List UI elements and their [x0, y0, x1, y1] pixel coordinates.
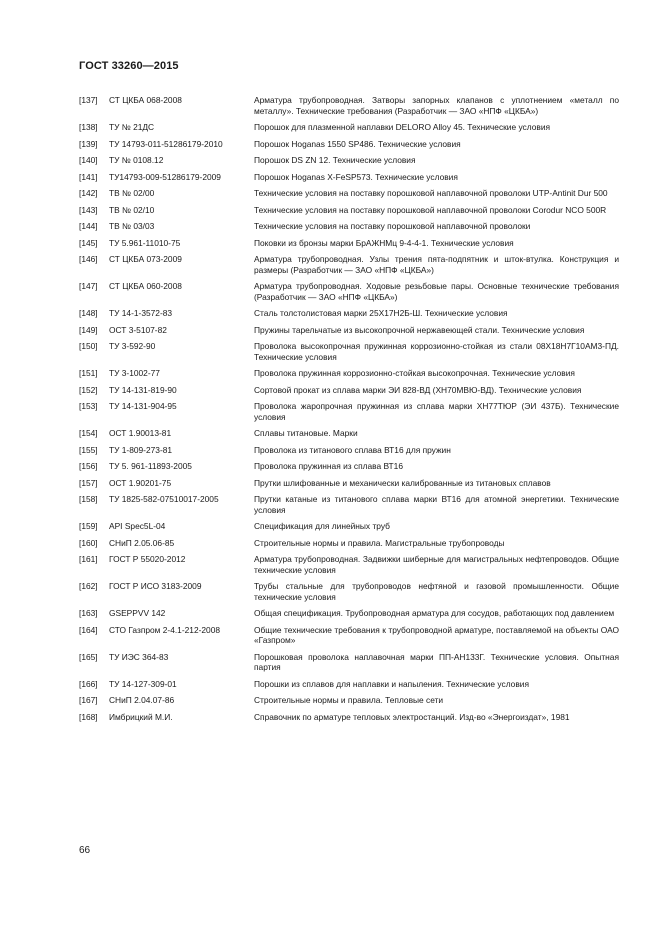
reference-number: [162] — [79, 581, 98, 591]
reference-entry — [79, 281, 619, 302]
reference-code: API Spec5L-04 — [109, 521, 166, 531]
reference-number: [149] — [79, 324, 98, 335]
reference-title: Порошковая проволока наплавочная марки ПП-АН133Г. Технические условия. Опытная партия — [254, 651, 619, 672]
reference-code: ТУ 1825-582-07510017-2005 — [109, 494, 219, 504]
reference-number: [166] — [79, 678, 98, 689]
reference-title: Арматура трубопроводная. Затворы запорных клапанов с уплотнением «металл по металлу». Технические требования (Разработчик — ЗАО «НПФ «ЦКБА») — [254, 95, 619, 116]
reference-entry — [79, 122, 619, 133]
reference-number: [148] — [79, 308, 98, 318]
reference-number: [143] — [79, 204, 98, 215]
reference-entry — [79, 188, 619, 199]
reference-entry — [79, 652, 619, 673]
reference-number: [151] — [79, 368, 98, 378]
reference-code: СТ ЦКБА 073-2009 — [109, 254, 182, 264]
reference-code: ТУ 14-131-904-95 — [109, 401, 177, 411]
reference-title: Проволока высокопрочная пружинная коррозионно-стойкая из стали 08Х18Н7Г10АМ3-ПД. Технические условия — [254, 341, 619, 362]
reference-number: [153] — [79, 401, 98, 411]
reference-code: СНиП 2.04.07-86 — [109, 695, 175, 705]
reference-number: [147] — [79, 281, 98, 291]
reference-entry — [79, 95, 619, 116]
reference-number: [154] — [79, 428, 98, 438]
reference-entry — [79, 172, 619, 183]
reference-title: Порошок DS ZN 12. Технические условия — [254, 155, 416, 165]
reference-code: СТ ЦКБА 068-2008 — [109, 95, 182, 105]
reference-title: Проволока пружинная из сплава ВТ16 — [254, 461, 403, 471]
reference-code: СНиП 2.05.06-85 — [109, 537, 175, 548]
reference-code: GSEPPVV 142 — [109, 608, 166, 618]
reference-entry — [79, 238, 619, 249]
reference-number: [168] — [79, 711, 98, 722]
reference-title: Сталь толстолистовая марки 25Х17Н2Б-Ш. Технические условия — [254, 308, 508, 318]
reference-code: Имбрицкий М.И. — [109, 711, 173, 722]
reference-entry — [79, 205, 619, 216]
reference-code: ТУ 5.961-11010-75 — [109, 237, 181, 248]
reference-number: [160] — [79, 537, 98, 548]
reference-number: [152] — [79, 384, 98, 395]
reference-code: ТУ № 21ДС — [109, 122, 155, 132]
reference-code: ТУ 14-131-819-90 — [109, 384, 177, 395]
reference-title: Спецификация для линейных труб — [254, 521, 390, 531]
reference-title: Проволока жаропрочная пружинная из сплава марки ХН77ТЮР (ЭИ 437Б). Технические условия — [254, 401, 619, 422]
reference-entry — [79, 445, 619, 456]
reference-title: Прутки шлифованные и механически калиброванные из титановых сплавов — [254, 477, 551, 488]
reference-entry — [79, 341, 619, 362]
reference-title: Строительные нормы и правила. Магистральные трубопроводы — [254, 537, 505, 548]
reference-entry — [79, 325, 619, 336]
reference-entry — [79, 625, 619, 646]
reference-entry — [79, 608, 619, 619]
reference-entry — [79, 428, 619, 439]
reference-code: ТВ № 02/10 — [109, 204, 155, 215]
reference-title: Порошок для плазменной наплавки DELORO Alloy 45. Технические условия — [254, 122, 551, 132]
reference-title: Справочник по арматуре тепловых электростанций. Изд-во «Энергоиздат», 1981 — [254, 711, 570, 722]
reference-number: [167] — [79, 695, 98, 705]
reference-code: ТУ № 0108.12 — [109, 155, 164, 165]
reference-code: ТУ ИЭС 364-83 — [109, 651, 169, 662]
reference-entry — [79, 461, 619, 472]
reference-title: Технические условия на поставку порошковой наплавочной проволоки Corodur NCO 500R — [254, 204, 607, 215]
reference-number: [156] — [79, 461, 98, 471]
reference-code: ТВ № 02/00 — [109, 188, 155, 198]
reference-number: [155] — [79, 444, 98, 455]
reference-code: ОСТ 1.90013-81 — [109, 428, 172, 438]
reference-code: ОСТ 1.90201-75 — [109, 477, 172, 488]
reference-entry — [79, 308, 619, 319]
reference-title: Проволока из титанового сплава ВТ16 для пружин — [254, 444, 451, 455]
reference-entry — [79, 695, 619, 706]
reference-entry — [79, 679, 619, 690]
reference-number: [164] — [79, 624, 98, 635]
reference-code: ТУ 14-127-309-01 — [109, 678, 177, 689]
reference-code: СТО Газпром 2-4.1-212-2008 — [109, 624, 221, 635]
reference-title: Проволока пружинная коррозионно-стойкая высокопрочная. Технические условия — [254, 368, 575, 378]
reference-entry — [79, 478, 619, 489]
page-number: 66 — [79, 845, 91, 856]
reference-title: Пружины тарельчатые из высокопрочной нержавеющей стали. Технические условия — [254, 324, 585, 335]
reference-entry — [79, 139, 619, 150]
reference-code: ГОСТ Р ИСО 3183-2009 — [109, 581, 202, 591]
reference-title: Технические условия на поставку порошковой наплавочной проволоки UTP-Antinit Dur 500 — [254, 188, 608, 198]
reference-number: [139] — [79, 138, 98, 149]
reference-title: Сплавы титановые. Марки — [254, 428, 358, 438]
reference-title: Прутки катаные из титанового сплава марки ВТ16 для атомной энергетики. Технические условия — [254, 494, 619, 515]
reference-number: [142] — [79, 188, 98, 198]
reference-entry — [79, 368, 619, 379]
reference-code: ТУ 5. 961-11893-2005 — [109, 461, 192, 471]
reference-title: Трубы стальные для трубопроводов нефтяной и газовой промышленности. Общие технические условия — [254, 581, 619, 602]
document-header: ГОСТ 33260—2015 — [79, 60, 179, 72]
reference-title: Арматура трубопроводная. Ходовые резьбовые пары. Основные технические требования (Разработчик — ЗАО «НПФ «ЦКБА») — [254, 281, 619, 302]
reference-number: [165] — [79, 651, 98, 662]
reference-entry — [79, 581, 619, 602]
reference-number: [161] — [79, 554, 98, 564]
reference-entry — [79, 494, 619, 515]
reference-number: [144] — [79, 221, 98, 231]
reference-title: Технические условия на поставку порошковой наплавочной проволоки — [254, 221, 531, 231]
reference-title: Порошки из сплавов для наплавки и напыления. Технические условия — [254, 678, 530, 689]
reference-code: ТВ № 03/03 — [109, 221, 155, 231]
reference-entry — [79, 712, 619, 723]
reference-list — [79, 95, 619, 722]
reference-title: Арматура трубопроводная. Задвижки шиберные для магистральных нефтепроводов. Общие технические условия — [254, 554, 619, 575]
reference-title: Поковки из бронзы марки БрАЖНМц 9-4-4-1. Технические условия — [254, 237, 514, 248]
reference-number: [163] — [79, 608, 98, 618]
reference-entry — [79, 221, 619, 232]
reference-title: Общая спецификация. Трубопроводная арматура для сосудов, работающих под давлением — [254, 608, 615, 618]
reference-number: [159] — [79, 521, 98, 531]
reference-code: ГОСТ Р 55020-2012 — [109, 554, 186, 564]
reference-code: ОСТ 3-5107-82 — [109, 324, 167, 335]
reference-entry — [79, 401, 619, 422]
reference-title: Строительные нормы и правила. Тепловые сети — [254, 695, 444, 705]
reference-code: ТУ 14793-011-51286179-2010 — [109, 138, 223, 149]
reference-entry — [79, 554, 619, 575]
reference-entry — [79, 254, 619, 275]
reference-number: [137] — [79, 95, 98, 105]
reference-title: Общие технические требования к трубопроводной арматуре, поставляемой на объекты ОАО «Газпром» — [254, 624, 619, 645]
reference-number: [146] — [79, 254, 98, 264]
reference-title: Сортовой прокат из сплава марки ЭИ 828-ВД (ХН70МВЮ-ВД). Технические условия — [254, 384, 582, 395]
reference-number: [158] — [79, 494, 98, 504]
reference-title: Порошок Hoganas X-FeSP573. Технические условия — [254, 171, 458, 182]
reference-number: [141] — [79, 171, 98, 182]
reference-entry — [79, 521, 619, 532]
reference-number: [150] — [79, 341, 98, 351]
reference-title: Арматура трубопроводная. Узлы трения пята-подпятник и шток-втулка. Конструкция и размеры (Разработчик — ЗАО «НПФ «ЦКБА») — [254, 254, 619, 275]
reference-entry — [79, 538, 619, 549]
reference-entry — [79, 155, 619, 166]
reference-code: ТУ 1-809-273-81 — [109, 444, 173, 455]
reference-number: [138] — [79, 122, 98, 132]
reference-code: СТ ЦКБА 060-2008 — [109, 281, 182, 291]
reference-code: ТУ14793-009-51286179-2009 — [109, 171, 221, 182]
reference-code: ТУ 3-592-90 — [109, 341, 156, 351]
reference-number: [157] — [79, 477, 98, 488]
reference-number: [145] — [79, 237, 98, 248]
reference-title: Порошок Hoganas 1550 SP486. Технические условия — [254, 138, 461, 149]
reference-code: ТУ 14-1-3572-83 — [109, 308, 173, 318]
reference-entry — [79, 385, 619, 396]
reference-code: ТУ 3-1002-77 — [109, 368, 160, 378]
reference-number: [140] — [79, 155, 98, 165]
